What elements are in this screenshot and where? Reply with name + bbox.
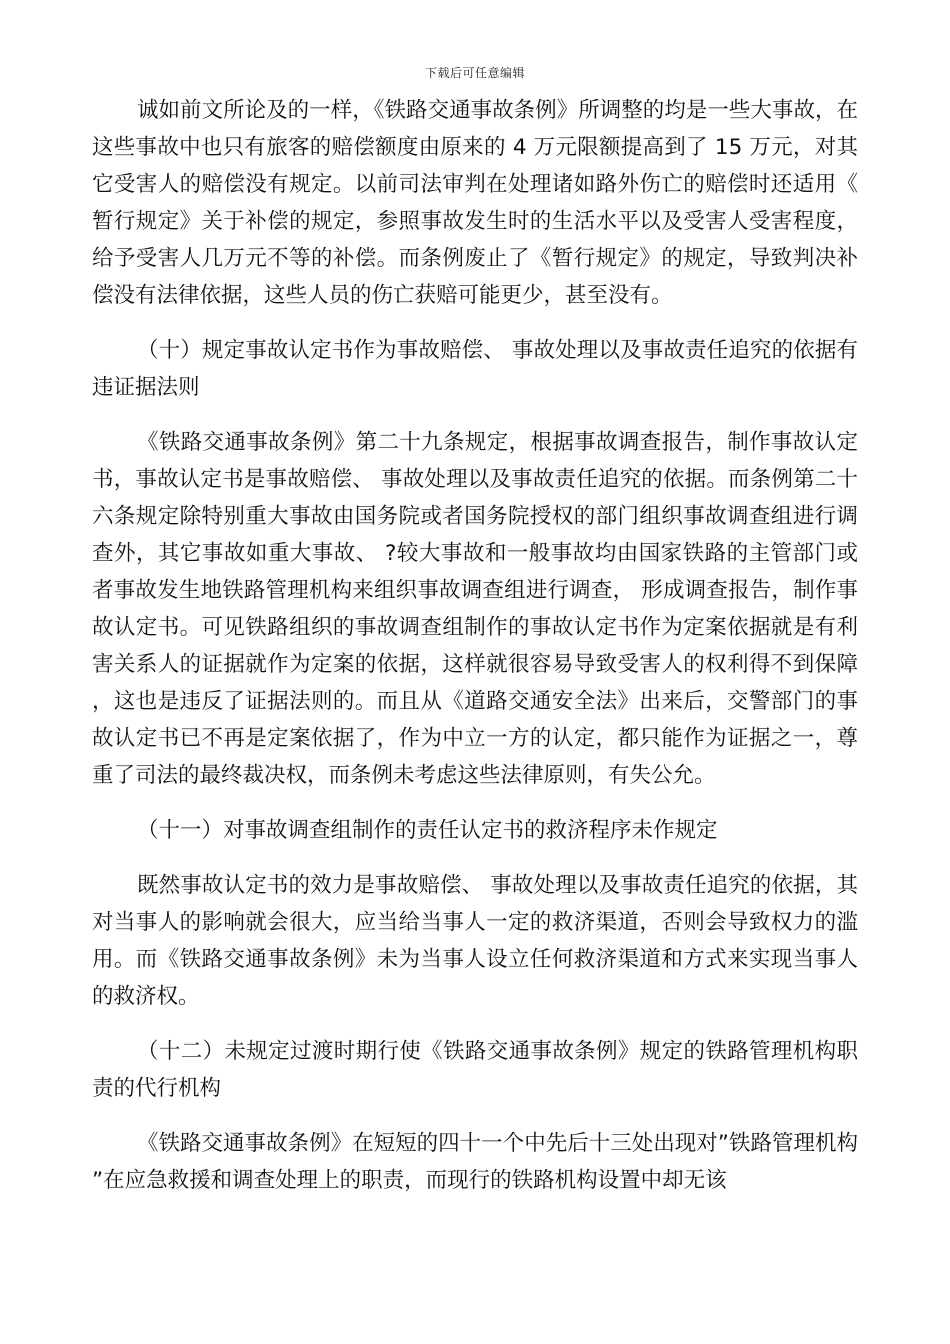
- document-body: [92, 92, 858, 1199]
- paragraph-2: 《铁路交通事故条例》第二十九条规定，根据事故调查报告，制作事故认定书，事故认定书是事故赔偿、 事故处理以及事故责任追究的依据。而条例第二十六条规定除特别重大事故由国务院或者国务院授权的部门组织事故调查组进行调查外，其它事故如重大事故、 ?较大事故和一般事故均由国家铁路的主管部门或者事故发生地铁路管理机构来组织事故调查组进行调查， 形成调查报告，制作事故认定书。可见铁路组织的事故调查组制作的事故认定书作为定案依据就是有利害关系人的证据就作为定案的依据，这样就很容易导致受害人的权利得不到保障，这也是违反了证据法则的。而且从《道路交通安全法》出来后，交警部门的事故认定书已不再是定案依据了，作为中立一方的认定，都只能作为证据之一，尊重了司法的最终裁决权，而条例未考虑这些法律原则，有失公允。: [92, 430, 858, 788]
- section-heading-12: （十二）未规定过渡时期行使《铁路交通事故条例》规定的铁路管理机构职责的代行机构: [92, 1039, 858, 1101]
- paragraph-4: 《铁路交通事故条例》在短短的四十一个中先后十三处出现对”铁路管理机构”在应急救援和调查处理上的职责，而现行的铁路机构设置中却无该: [92, 1131, 858, 1193]
- page-header: 下载后可任意编辑: [424, 66, 525, 80]
- paragraph-1: 诚如前文所论及的一样，《铁路交通事故条例》所调整的均是一些大事故，在这些事故中也只有旅客的赔偿额度由原来的 4 万元限额提高到了 15 万元，对其它受害人的赔偿没有规定。以前司法审判在处理诸如路外伤亡的赔偿时还适用《暂行规定》关于补偿的规定，参照事故发生时的生活水平以及受害人受害程度，给予受害人几万元不等的补偿。而条例废止了《暂行规定》的规定，导致判决补偿没有法律依据，这些人员的伤亡获赔可能更少，甚至没有。: [92, 98, 858, 308]
- paragraph-3: 既然事故认定书的效力是事故赔偿、 事故处理以及事故责任追究的依据，其对当事人的影响就会很大，应当给当事人一定的救济渠道，否则会导致权力的滥用。而《铁路交通事故条例》未为当事人设立任何救济渠道和方式来实现当事人的救济权。: [92, 873, 858, 1009]
- section-heading-11: （十一）对事故调查组制作的责任认定书的救济程序未作规定: [137, 818, 718, 843]
- section-heading-10: （十）规定事故认定书作为事故赔偿、 事故处理以及事故责任追究的依据有违证据法则: [92, 338, 858, 400]
